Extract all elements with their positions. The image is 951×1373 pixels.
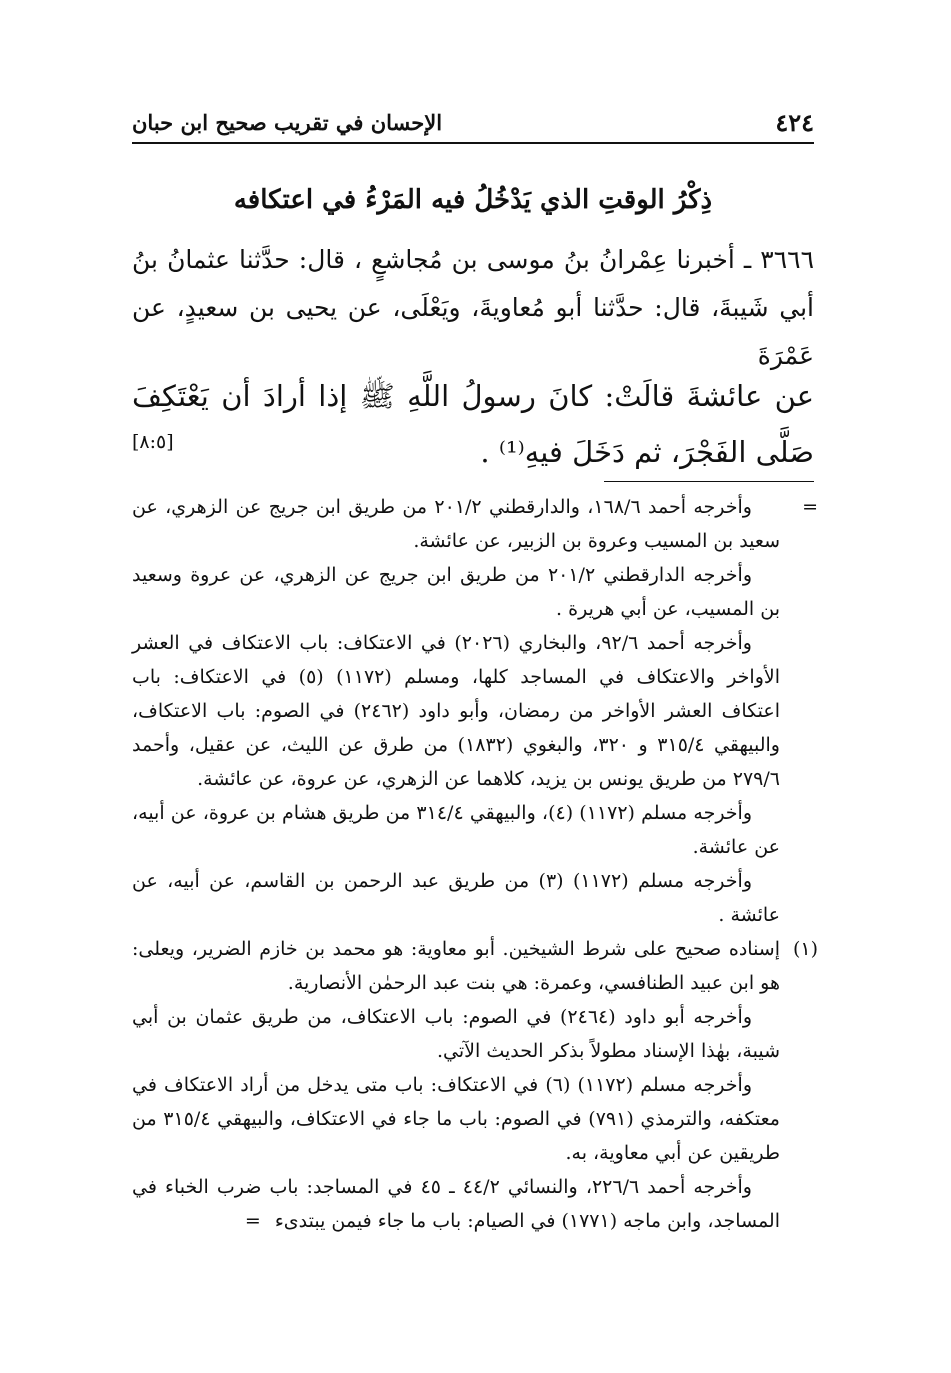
footnote-paragraph: وأخرجه مسلم (١١٧٢) (٤)، والبيهقي ٣١٤/٤ من طريق هشام بن عروة، عن أبيه، عن عائشة.: [132, 802, 780, 858]
footnote-number: (١): [792, 938, 818, 960]
footnote-paragraph: وأخرجه أحمد ٩٢/٦، والبخاري (٢٠٢٦) في الاعتكاف: باب الاعتكاف في العشر الأواخر والاعتكاف في المساجد كلها، ومسلم (١١٧٢) (٥) في الاعتكاف: باب اعتكاف العشر الأواخر من رمضان، وأبو داود (٢٤٦٢) في الصوم: باب الاعتكاف، والبيهقي ٣١٥/٤ و ٣٢٠، والبغوي (١٨٣٢) من طرق عن الليث، عن عقيل، وأحمد ٢٧٩/٦ من طريق يونس بن يزيد، كلاهما عن الزهري، عن عروة، عن عائشة.: [132, 632, 780, 790]
chapter-title: ذِكْرُ الوقتِ الذي يَدْخُلُ فيه المَرْءُ في اعتكافه: [233, 185, 713, 215]
footnote-paragraph: وأخرجه مسلم (١١٧٢) (٣) من طريق عبد الرحمن بن القاسم، عن أبيه، عن عائشة .: [132, 870, 780, 926]
footnote-paragraph: إسناده صحيح على شرط الشيخين. أبو معاوية: هو محمد بن خازم الضرير، ويعلى: هو ابن عبيد الطنافسي، وعمرة: هي بنت عبد الرحمٰن الأنصارية.: [132, 938, 780, 994]
continuation-end-mark: =: [244, 1210, 261, 1232]
running-title: الإحسان في تقريب صحيح ابن حبان: [132, 110, 443, 135]
page-number: ٤٢٤: [775, 108, 814, 137]
footnotes: [132, 490, 818, 1238]
footnote-continuation: [132, 490, 818, 558]
continuation-mark: =: [802, 496, 818, 518]
footnote-paragraph: وأخرجه أحمد ٢٢٦/٦، والنسائي ٤٤/٢ ـ ٤٥ في المساجد: باب ضرب الخباء في المساجد، وابن ماجه (١٧٧١) في الصيام: باب ما جاء فيمن يبتدىء: [132, 1176, 780, 1232]
footnote-paragraph: وأخرجه مسلم (١١٧٢) (٦) في الاعتكاف: باب متى يدخل من أراد الاعتكاف في معتكفه، والترمذي (٧٩١) في الصوم: باب ما جاء في الاعتكاف، والبيهقي ٣١٥/٤ من طريقين عن أبي معاوية، به.: [132, 1074, 780, 1164]
footnote-paragraph-last: [132, 1170, 814, 1238]
footnote-paragraph: وأخرجه أبو داود (٢٤٦٤) في الصوم: باب الاعتكاف، من طريق عثمان بن أبي شيبة، بهٰذا الإسناد مطولاً بذكر الحديث الآتي.: [132, 1006, 780, 1062]
page-header: [132, 108, 814, 144]
footnote-1: [132, 932, 818, 1000]
hadith-isnad: ٣٦٦٦ ـ أخبرنا عِمْرانُ بنُ موسى بن مُجاشعٍ ، قال: حدَّثنا عثمانُ بنُ أبي شَيبةَ، قال: حدَّثنا أبو مُعاويةَ، ويَعْلَى، عن يحيى بن سعيدٍ، عن عَمْرَةَ: [132, 245, 814, 370]
hadith-matn: عن عائشةَ قالَتْ: كانَ رسولُ اللَّهِ ﷺ إذا أرادَ أن يَعْتَكِفَ صَلَّى الفَجْرَ، ثم دَخَلَ فيهِ⁽¹⁾ .: [132, 379, 814, 469]
footnote-paragraph: وأخرجه الدارقطني ٢٠١/٢ من طريق ابن جريج عن الزهري، عن عروة وسعيد بن المسيب، عن أبي هريرة .: [132, 564, 780, 620]
footnote-separator: [604, 481, 814, 482]
hadith-reference: [٨:٥]: [132, 431, 174, 453]
footnote-paragraph: وأخرجه أحمد ١٦٨/٦، والدارقطني ٢٠١/٢ من طريق ابن جريج عن الزهري، عن سعيد بن المسيب وعروة بن الزبير، عن عائشة.: [132, 496, 780, 552]
